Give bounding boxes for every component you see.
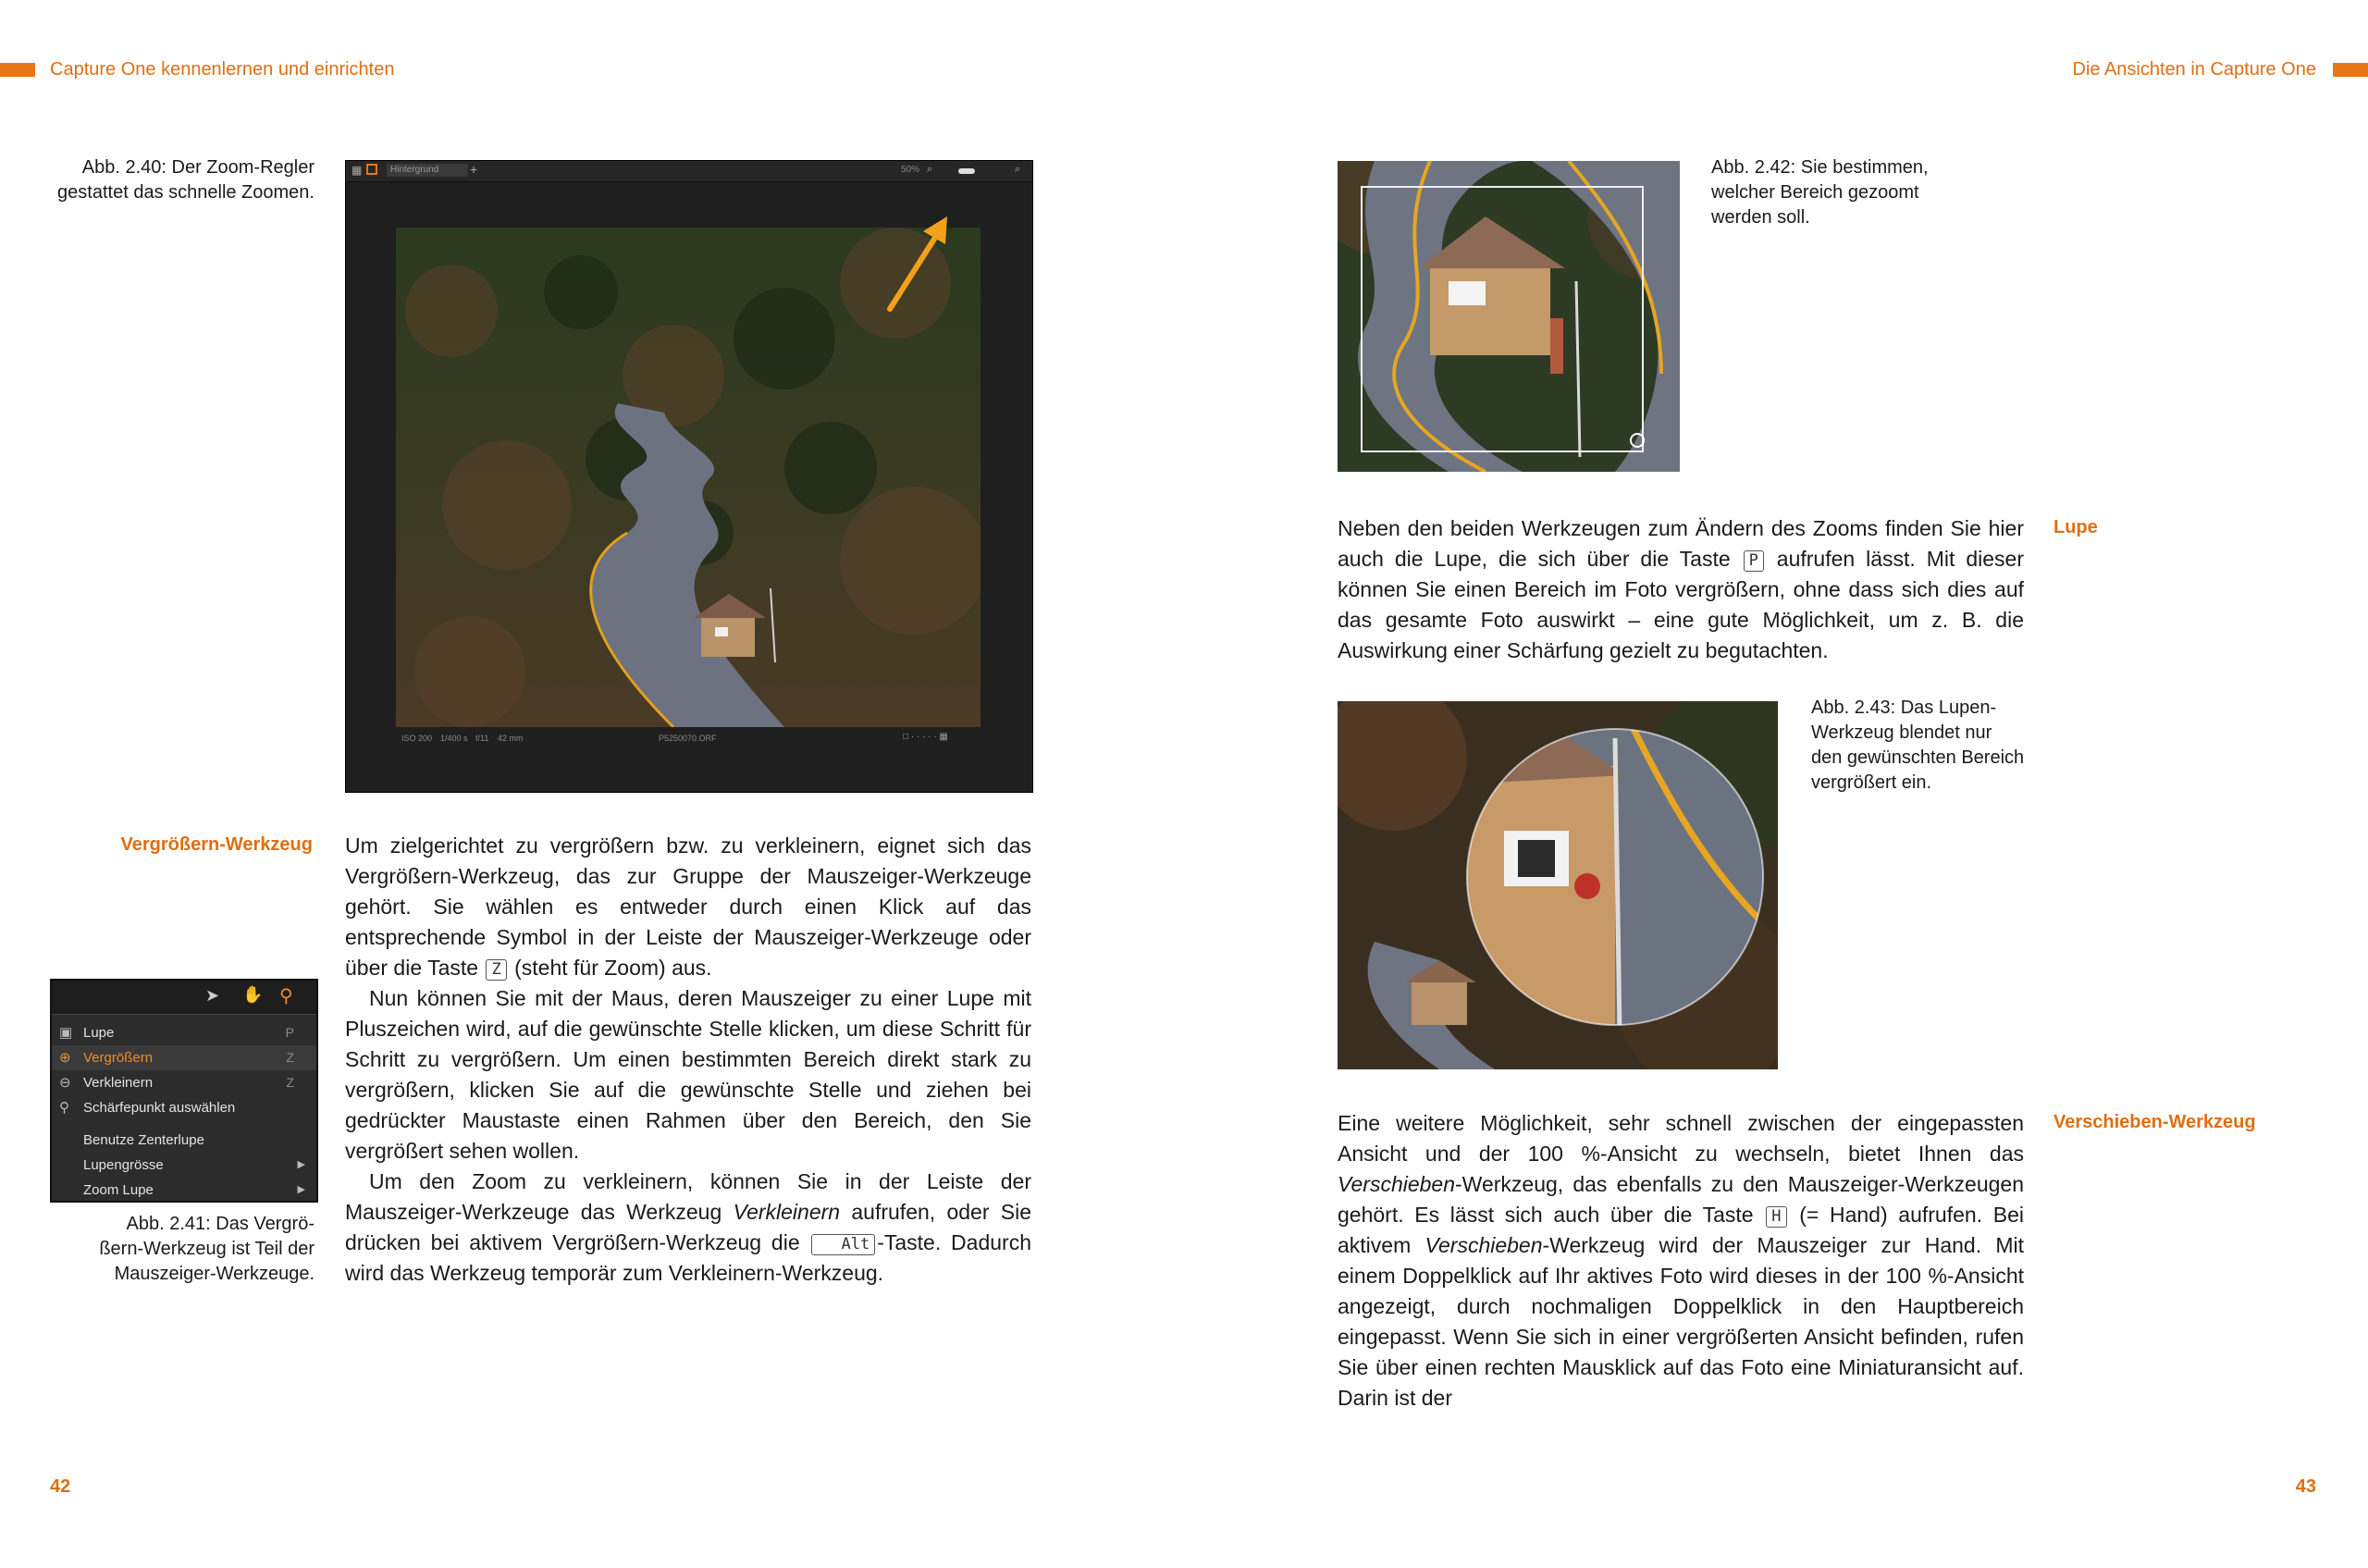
- sidehead-lupe: Lupe: [2054, 517, 2098, 537]
- menu-item-lupengroesse: Lupengrösse ▶: [52, 1153, 316, 1178]
- menu-item-verkleinern: ⊖ Verkleinern Z: [52, 1070, 316, 1095]
- header-accent-bar-right: [2333, 63, 2368, 77]
- zoom-tool-icon: ⚲: [279, 986, 293, 1006]
- menu-item-zoom-lupe: Zoom Lupe ▶: [52, 1178, 316, 1203]
- layer-select: Hintergrund: [387, 164, 468, 177]
- zoom-icon-right: ⌕: [1015, 164, 1021, 175]
- sidehead-verschieben: Verschieben-Werkzeug: [2054, 1112, 2256, 1132]
- cursor-tools-bar: [52, 981, 316, 1015]
- paragraph: Nun können Sie mit der Maus, deren Mauszeiger zu einer Lupe mit Pluszeichen wird, auf die gewünschte Stelle klicken, um diese Schritt für Schritt zu vergrößern. Um einen bestimmten Bereich direkt stark zu vergrößern, klicken Sie auf die gewünschte Stelle und ziehen bei gedrückter Maustaste einen Rahmen über den Bereich, den Sie vergrößert sehen wollen.: [345, 986, 1031, 1163]
- key-alt: Alt: [811, 1234, 875, 1255]
- caption-fig-2-41: Abb. 2.41: Das Vergrö- ßern-Werkzeug ist Teil der Mauszeiger-Werkzeuge.: [99, 1214, 314, 1284]
- key-h: H: [1766, 1206, 1786, 1228]
- caption-fig-2-40: Abb. 2.40: Der Zoom-Regler gestattet das schnelle Zoomen.: [57, 157, 314, 203]
- highlight-arrow: [346, 161, 1032, 792]
- zoom-readout: 50%: [901, 165, 920, 175]
- body-text-left: [345, 831, 1031, 1289]
- menu-item-zenterlupe: Benutze Zenterlupe: [83, 1132, 204, 1148]
- header-accent-bar-left: [0, 63, 35, 77]
- focus-point-icon: ⚲: [59, 1100, 69, 1116]
- menu-item-schaerfepunkt: ⚲ Schärfepunkt auswählen: [52, 1095, 316, 1120]
- key-z: Z: [486, 959, 506, 981]
- running-head-left: Capture One kennenlernen und einrichten: [50, 59, 395, 80]
- page-number-left: 42: [50, 1476, 71, 1497]
- view-controls-icon: □ · · · · · ▦: [903, 732, 948, 742]
- running-head-right: Die Ansichten in Capture One: [2072, 59, 2316, 80]
- viewer-infobar: ISO 200 1/400 s f/11 42 mm P5250070.ORF □ · · · · · ▦: [401, 732, 948, 743]
- photo-loupe-tool: [1338, 701, 1778, 1069]
- zoom-icon: ⌕: [927, 164, 933, 175]
- caption-fig-2-43: Abb. 2.43: Das Lupen- Werkzeug blendet nur den gewünschten Bereich vergrößert ein.: [1811, 698, 2025, 793]
- screenshot-zoom-slider: [345, 160, 1033, 793]
- body-text-verschieben: [1338, 1108, 2024, 1414]
- menu-item-vergroessern: ⊕ Vergrößern Z: [52, 1045, 316, 1070]
- menu-item-lupe: ▣ Lupe P: [52, 1020, 316, 1045]
- page-number-right: 43: [2295, 1476, 2316, 1497]
- body-text-lupe: [1338, 513, 2024, 666]
- add-layer-icon: +: [470, 162, 478, 177]
- submenu-arrow-icon: ▶: [297, 1184, 305, 1195]
- grid-icon: ▦: [352, 164, 363, 177]
- paragraph: Neben den beiden Werkzeugen zum Ändern des Zooms finden Sie hier auch die Lupe, die sich über die Taste P aufrufen lässt. Mit dieser können Sie einen Bereich im Foto vergrößern, ohne dass sich dies auf das gesamte Foto auswirkt – eine gute Möglichkeit, um z. B. die Auswirkung einer Schärfung gezielt zu begutachten.: [1338, 516, 2025, 662]
- paragraph: Um den Zoom zu verkleinern, können Sie in der Leiste der Mauszeiger-Werkzeuge das Werkzeug Verkleinern aufrufen, oder Sie drücken bei aktivem Vergrößern-Werkzeug die Alt -Taste. Dadurch wird das Werkzeug temporär zum Verkleinern-Werkzeug.: [345, 1169, 1032, 1285]
- photo-zoom-selection: [1338, 161, 1680, 472]
- loupe-icon: ▣: [59, 1025, 73, 1041]
- paragraph: Eine weitere Möglichkeit, sehr schnell zwischen der eingepassten Ansicht und der 100 %-Ansicht zu wechseln, bietet Ihnen das Verschieben-Werkzeug, das ebenfalls zu den Mauszeiger-Werkzeugen gehört. Es lässt sich auch über die Taste H (= Hand) aufrufen. Bei aktivem Verschieben-Werkzeug wird der Mauszeiger zur Hand. Mit einem Doppelklick auf Ihr aktives Foto wird dieses in der 100 %-Ansicht angezeigt, durch nochmaligen Doppelklick in den Hauptbereich eingepasst. Wenn Sie sich in einer vergrößerten Ansicht befinden, rufen Sie über einen rechten Mausklick auf das Foto eine Miniaturansicht auf. Darin ist der: [1338, 1111, 2025, 1410]
- zoom-out-icon: ⊖: [59, 1075, 71, 1091]
- caption-fig-2-42: Abb. 2.42: Sie bestimmen, welcher Bereich gezoomt werden soll.: [1711, 157, 1929, 228]
- hand-icon: ✋: [242, 985, 264, 1004]
- screenshot-cursor-tools-menu: [50, 979, 318, 1203]
- submenu-arrow-icon: ▶: [297, 1159, 305, 1170]
- zoom-in-icon: ⊕: [59, 1050, 71, 1066]
- key-p: P: [1744, 550, 1764, 572]
- pointer-icon: ➤: [205, 986, 220, 1005]
- paragraph: Um zielgerichtet zu vergrößern bzw. zu verkleinern, eignet sich das Vergrößern-Werkzeug, das zur Gruppe der Mauszeiger-Werkzeuge gehört. Sie wählen es entweder durch einen Klick auf das entsprechende Symbol in der Leiste der Mauszeiger-Werkzeuge oder über die Taste Z (steht für Zoom) aus.: [345, 833, 1031, 980]
- sidehead-vergroessern: Vergrößern-Werkzeug: [120, 834, 313, 855]
